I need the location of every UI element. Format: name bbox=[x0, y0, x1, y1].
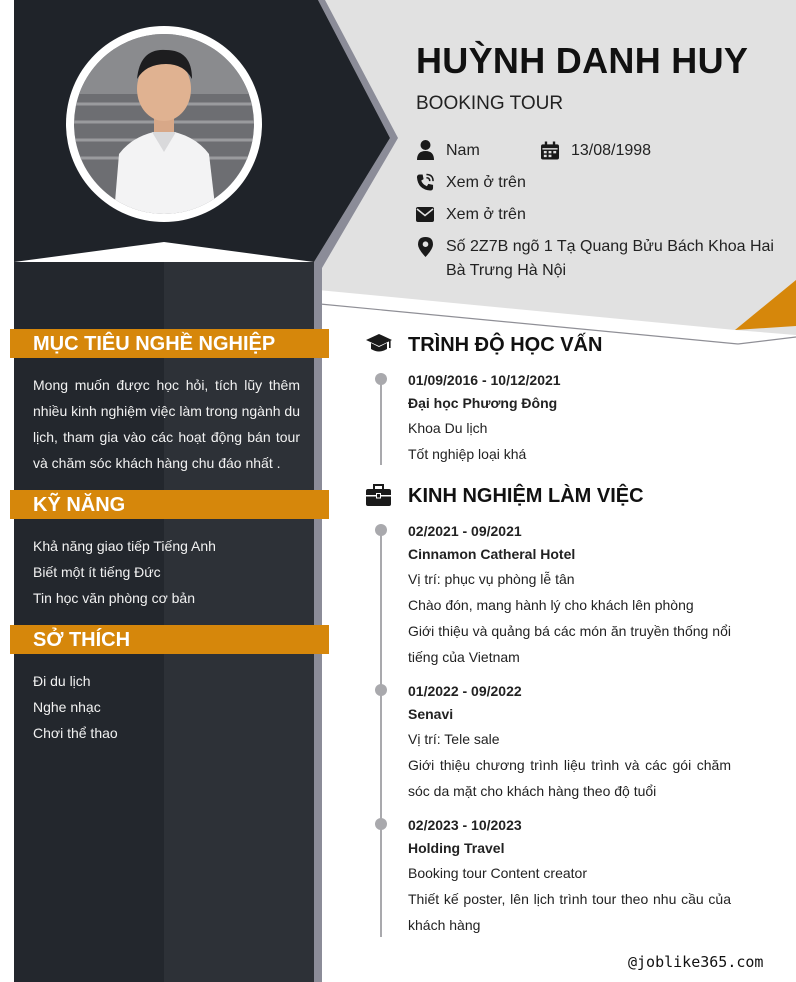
entry-line: Giới thiệu và quảng bá các món ăn truyền thống nổi tiếng của Vietnam bbox=[408, 623, 731, 665]
skills-list bbox=[33, 533, 313, 611]
timeline-dot bbox=[375, 684, 387, 696]
envelope-icon bbox=[416, 204, 434, 224]
entry-line: Vị trí: phục vụ phòng lễ tân bbox=[408, 571, 575, 587]
calendar-icon bbox=[541, 140, 559, 160]
skill-item: Khả năng giao tiếp Tiếng Anh bbox=[33, 538, 216, 554]
skills-heading: KỸ NĂNG bbox=[10, 490, 329, 519]
skill-item: Tin học văn phòng cơ bản bbox=[33, 590, 195, 606]
user-icon bbox=[416, 140, 434, 160]
experience-entry bbox=[408, 816, 731, 938]
education-entry bbox=[408, 371, 731, 467]
timeline-dot bbox=[375, 373, 387, 385]
phone-value: Xem ở trên bbox=[446, 174, 526, 191]
skill-item: Biết một ít tiếng Đức bbox=[33, 564, 161, 580]
entry-date: 02/2021 - 09/2021 bbox=[408, 523, 522, 539]
objective-text: Mong muốn được học hỏi, tích lũy thêm nhiều kinh nghiệm việc làm trong ngành du lịch, tham gia vào các hoạt động bán tour và chăm sóc khách hàng chu đáo nhất . bbox=[33, 377, 300, 471]
map-pin-icon bbox=[416, 237, 434, 257]
timeline-dot bbox=[375, 524, 387, 536]
avatar bbox=[74, 34, 254, 214]
candidate-name: HUỲNH DANH HUY bbox=[416, 40, 749, 81]
entry-organization: Cinnamon Catheral Hotel bbox=[408, 546, 576, 562]
entry-line: Khoa Du lịch bbox=[408, 420, 488, 436]
education-timeline bbox=[380, 379, 382, 465]
email-value: Xem ở trên bbox=[446, 206, 526, 223]
hobby-item: Chơi thể thao bbox=[33, 725, 118, 741]
briefcase-icon bbox=[366, 484, 392, 508]
entry-organization: Senavi bbox=[408, 706, 454, 722]
address-value: Số 2Z7B ngõ 1 Tạ Quang Bửu Bách Khoa Hai Bà Trưng Hà Nội bbox=[446, 238, 774, 279]
entry-date: 01/09/2016 - 10/12/2021 bbox=[408, 372, 561, 388]
watermark: @joblike365.com bbox=[628, 953, 764, 971]
experience-timeline bbox=[380, 530, 382, 937]
entry-line: Booking tour Content creator bbox=[408, 865, 587, 881]
job-title: BOOKING TOUR bbox=[416, 93, 564, 114]
hobbies-list bbox=[33, 668, 313, 746]
birthdate-value: 13/08/1998 bbox=[571, 142, 652, 159]
experience-entry bbox=[408, 522, 731, 670]
entry-line: Tốt nghiệp loại khá bbox=[408, 446, 527, 462]
entry-organization: Holding Travel bbox=[408, 840, 505, 856]
header-divider-line-2 bbox=[738, 337, 796, 344]
entry-line: Thiết kế poster, lên lịch trình tour theo nhu cầu của khách hàng bbox=[408, 891, 731, 933]
gender-value: Nam bbox=[446, 142, 480, 159]
phone-icon bbox=[416, 172, 434, 192]
entry-organization: Đại học Phương Đông bbox=[408, 395, 558, 411]
hobby-item: Nghe nhạc bbox=[33, 699, 101, 715]
left-panel-stripe bbox=[14, 262, 164, 982]
education-title: TRÌNH ĐỘ HỌC VẤN bbox=[408, 334, 603, 356]
experience-title: KINH NGHIỆM LÀM VIỆC bbox=[408, 485, 644, 507]
entry-line: Giới thiệu chương trình liệu trình và các gói chăm sóc da mặt cho khách hàng theo độ tuổi bbox=[408, 757, 731, 799]
experience-entry bbox=[408, 682, 731, 804]
entry-line: Vị trí: Tele sale bbox=[408, 731, 500, 747]
objective-heading: MỤC TIÊU NGHỀ NGHIỆP bbox=[10, 329, 329, 358]
entry-date: 01/2022 - 09/2022 bbox=[408, 683, 522, 699]
graduation-cap-icon bbox=[366, 333, 392, 357]
hobbies-heading: SỞ THÍCH bbox=[10, 625, 329, 654]
hobby-item: Đi du lịch bbox=[33, 673, 91, 689]
entry-line: Chào đón, mang hành lý cho khách lên phòng bbox=[408, 597, 694, 613]
timeline-dot bbox=[375, 818, 387, 830]
entry-date: 02/2023 - 10/2023 bbox=[408, 817, 522, 833]
